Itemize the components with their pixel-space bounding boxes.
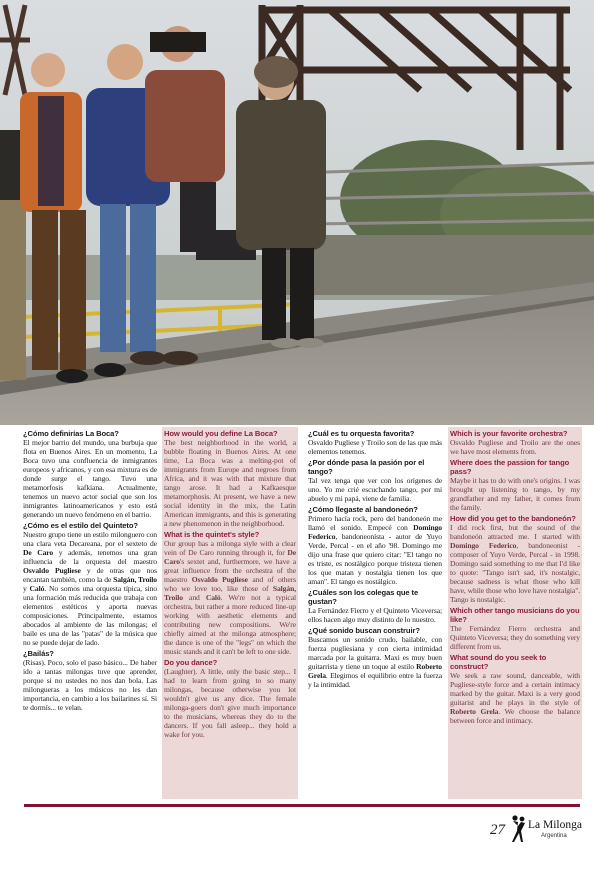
cover-photo — [0, 0, 594, 425]
answer: Primero hacía rock, pero del bandoneón me llamó el sonido. Empecé con Domingo Federico, bandoneonísta - autor de Yuyo Verde, Percal - en el año '98. Domingo me dijo una frase que quiero citar: "El tango no es triste, es nostálgico porque tristeza tienen los que matan y nostalgia tienen los que aman". El tango es nostálgico. — [308, 514, 442, 586]
answer: Buscamos un sonido crudo, bailable, con fuerza pugliesiana y con cierta intimidad marcada por la guitarra. Maxi es muy buen guitarrista y tiene un toque al estilo Roberto Grela. Elegimos el equilibrio entre la fuerza y la intimidad. — [308, 635, 442, 689]
answer: We seek a raw sound, danceable, with Pugliese-style force and a certain intimacy marked by the guitar. Maxi is a very good guitarist and he plays in the style of Roberto Grela. We choose the balance between force and intimacy. — [450, 671, 580, 725]
answer: The best neighborhood in the world, a bubble floating in Buenos Aires. At one time, La Boca was a melting-pot of immigrants from Europe and negroes from Africa, and it was with that mixture that tango arose. It had a Kafkaesque metamorphosis. At present, we have a new social identity in the mix, the Latin American immigrants, and this is generating a new phenomenon in the neighborhood. — [164, 438, 296, 528]
question: How would you define La Boca? — [164, 429, 278, 438]
magazine-name: La Milonga — [528, 819, 582, 831]
answer: Maybe it has to do with one's origins. I was brought up listening to tango, by my grandfather and my father, it comes from the family. — [450, 476, 580, 512]
tango-dancers-logo-icon — [509, 814, 529, 844]
answer: (Risas). Poco, solo el paso básico... De haber ido a tantas milongas tuve que aprender, porque si no ustedes no nos dan bola. Las milongueras a los músicos no les dan importancia, en cambio a los bailarines sí. Si te dormís... te velan. — [23, 658, 157, 712]
column-spanish-1 — [23, 427, 157, 799]
question: Where does the passion for tango pass? — [450, 458, 570, 476]
question: ¿Cómo llegaste al bandoneón? — [308, 505, 418, 514]
page-number: 27 — [490, 822, 505, 838]
column-english-2 — [448, 427, 582, 799]
magazine-subtitle: Argentina — [541, 833, 567, 839]
answer: Osvaldo Pugliese and Troilo are the ones we have most elements from. — [450, 438, 580, 456]
question: ¿Cuáles son los colegas que te gustan? — [308, 588, 419, 606]
answer: Our group has a milonga style with a clear vein of De Caro running through it, for De Caro's sextet and, furthermore, we have a great influence from the orchestra of the maestro Osvaldo Pugliese and of others who we love too, like those of Salgán, Troilo and Caló. We're not a typical orchestra, but rather a more reduced line-up working with aesthetic elements and contributing new compositions. We're chiefly aimed at the milonga atmosphere; the dance is one of the "legs" on which the music stands and it can't be left to one side. — [164, 539, 296, 656]
question: Which other tango musicians do you like? — [450, 606, 580, 624]
answer: Nuestro grupo tiene un estilo milonguero con una clara veta Decareana, por el sexteto de De Caro y además, tenemos una gran influencia de la orquesta del maestro Osvaldo Pugliese y de otras que nos encantan también, como la de Salgán, Troilo y Caló. No somos una orquesta típica, sino una formación más reducida que trabaja con elementos estéticos y aporta nuevas composiciones. Principalmente, estamos abocados al ambiente de las milongas; el baile es una de las "patas" de la música que no se puede dejar de lado. — [23, 530, 157, 647]
answer: El mejor barrio del mundo, una burbuja que flota en Buenos Aires. En un momento, La Boca tuvo una confluencia de inmigrantes europeos y africanos, y con esa mixtura es de donde surge el tango. Tuvo una metamorfosis kafkiana. Actualmente, tenemos un nuevo actor social que son los inmigrantes latinoamericanos y esto está generando un nuevo fenómeno en el barrio. — [23, 438, 157, 519]
answer: I did rock first, but the sound of the bandoneón attracted me. I started with Domingo Federico, bandoneonist - composer of Yuyo Verde, Percal - in 1998. Domingo said something to me that I'd like to quote: "Tango isn't sad, it's nostalgic, because sadness is what those who kill have, while those who love have nostalgia". Tango is nostalgic. — [450, 523, 580, 604]
answer: Tal vez tenga que ver con los orígenes de uno. Yo me crié escuchando tango, por mi abuelo y mi papá, viene de familia. — [308, 476, 442, 503]
answer: (Laughter). A little, only the basic step... I had to learn from going to so many milongas, because otherwise you lot wouldn't give us any dice. The female milonga-goers don't give much importance to the musicians, whereas they do to the dancers. If you fall asleep... they hold a wake for you. — [164, 667, 296, 739]
question: Do you dance? — [164, 658, 218, 667]
column-spanish-2 — [308, 427, 442, 799]
column-english-1 — [162, 427, 298, 799]
question: What sound do you seek to construct? — [450, 653, 547, 671]
question: ¿Bailás? — [23, 649, 54, 658]
question: ¿Por dónde pasa la pasión por el tango? — [308, 458, 425, 476]
question: What is the quintet's style? — [164, 530, 260, 539]
question: ¿Qué sonido buscan construir? — [308, 626, 420, 635]
question: Which is your favorite orchestra? — [450, 429, 568, 438]
answer: Osvaldo Pugliese y Troilo son de las que más elementos tenemos. — [308, 438, 442, 456]
question: ¿Cómo definirías La Boca? — [23, 429, 119, 438]
question: How did you get to the bandoneón? — [450, 514, 576, 523]
answer: The Fernández Fierro orchestra and Quinteto Viceversa; they do something very different from us. — [450, 624, 580, 651]
footer-rule — [24, 804, 580, 807]
answer: La Fernández Fierro y el Quinteto Viceversa; ellos hacen algo muy distinto de lo nuestro. — [308, 606, 442, 624]
question: ¿Cómo es el estilo del Quinteto? — [23, 521, 138, 530]
question: ¿Cuál es tu orquesta favorita? — [308, 429, 415, 438]
photo-scene — [0, 0, 594, 425]
